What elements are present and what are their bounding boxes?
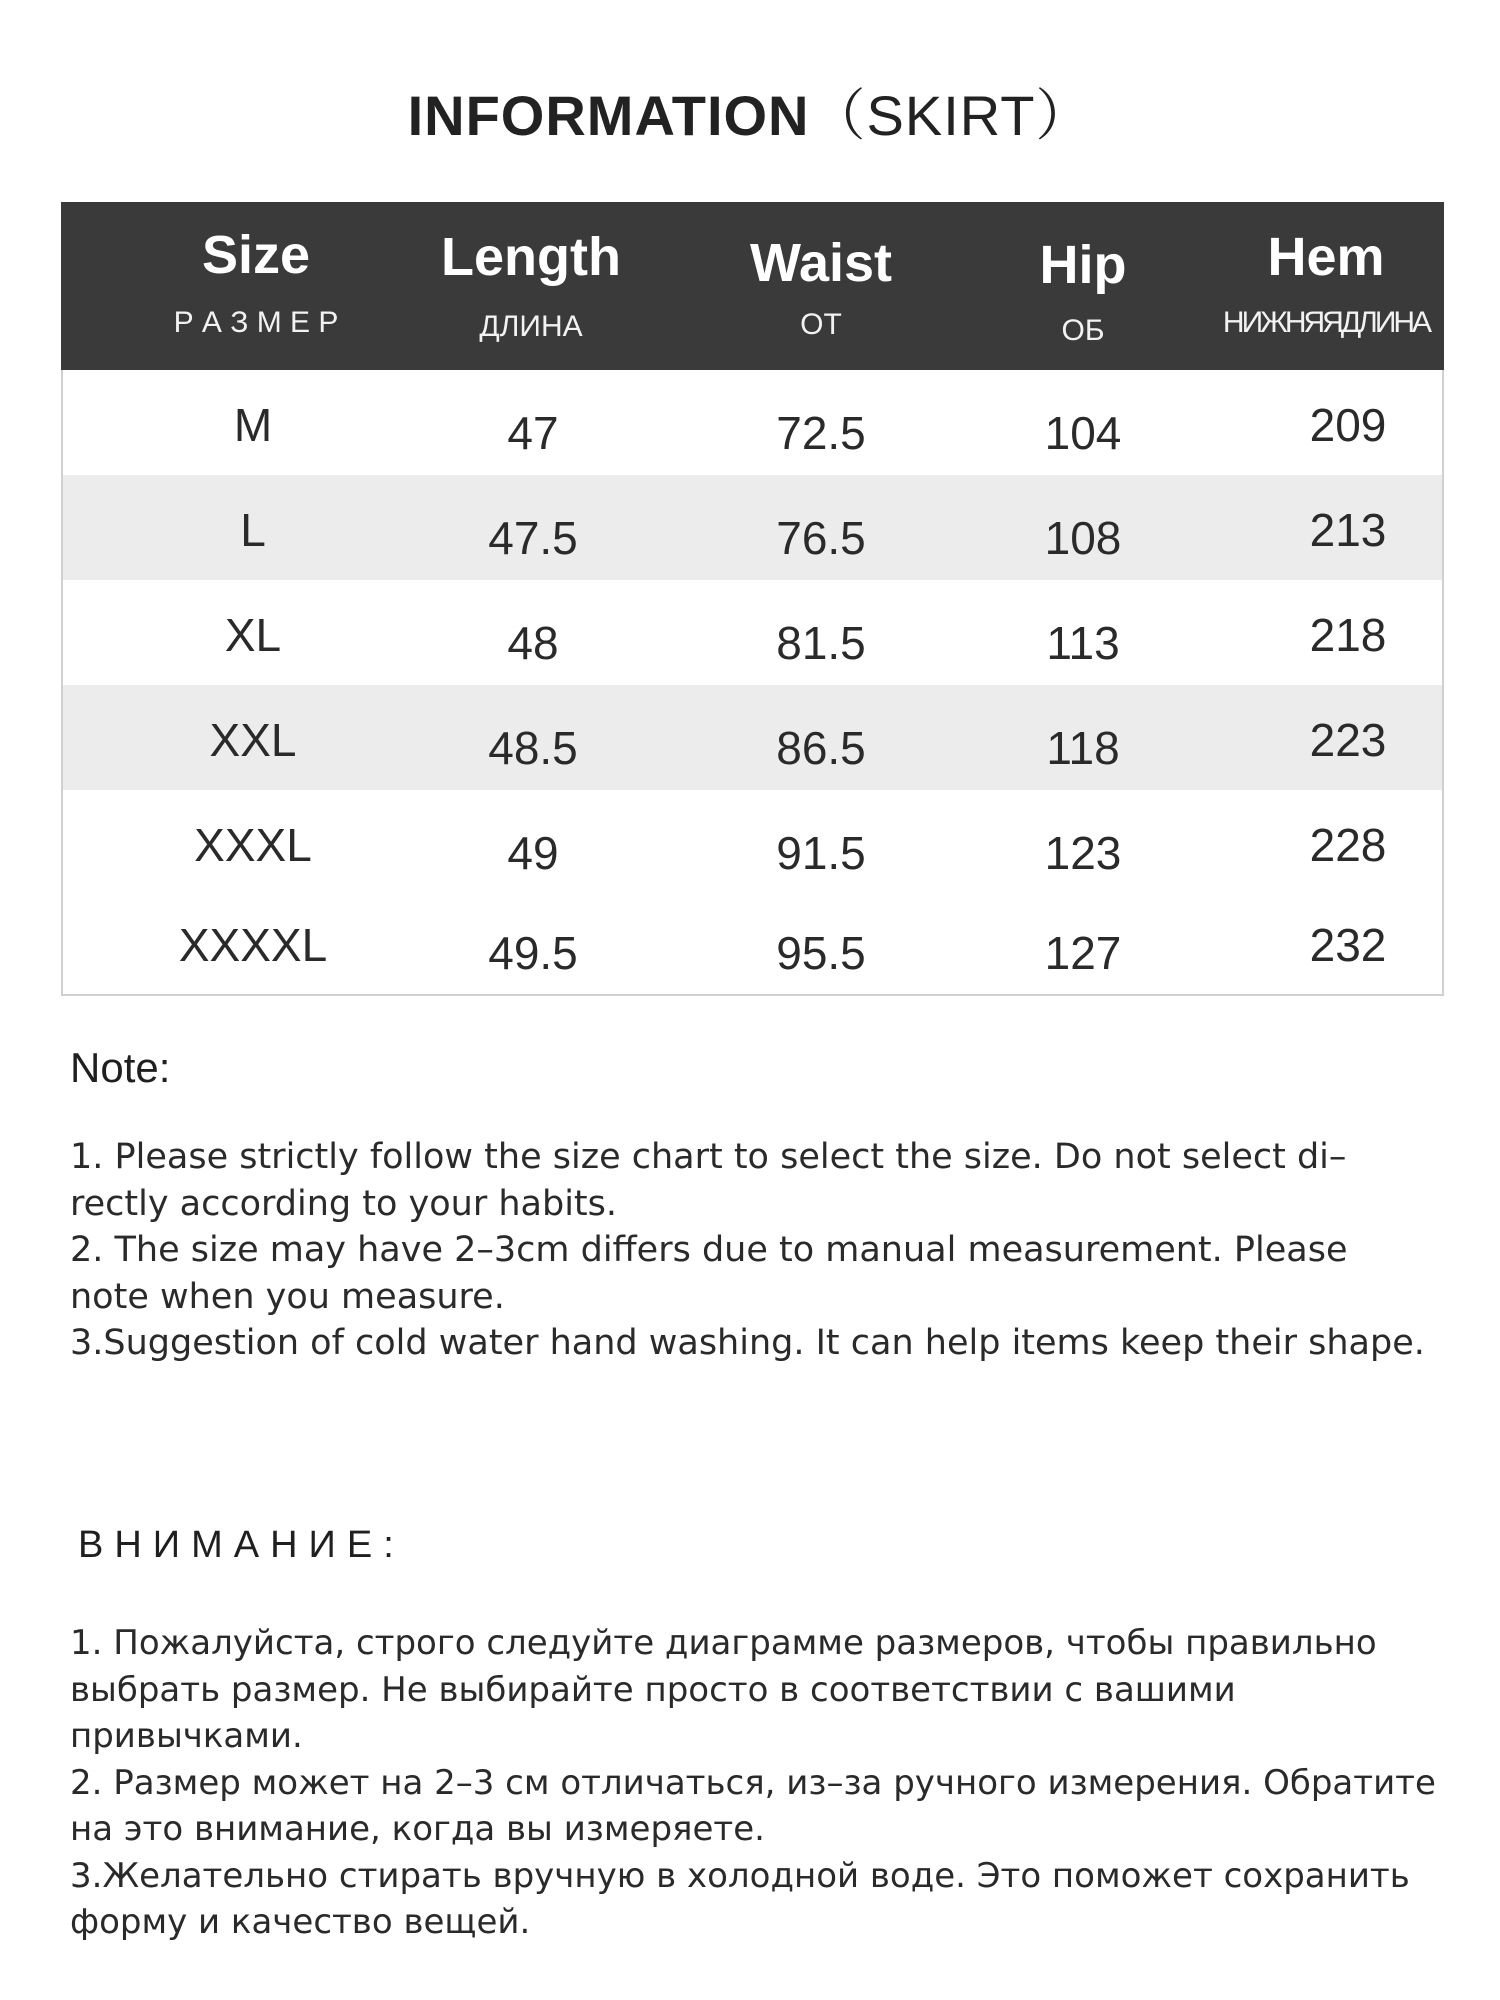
cell-length: 48	[507, 617, 559, 669]
header-size-ru: Р А З М Е Р	[173, 306, 339, 339]
cell-size: XXXXL	[178, 919, 328, 971]
cell-hip: 118	[1046, 722, 1120, 774]
header-waist-en: Waist	[749, 233, 892, 293]
ru-note-item-3: 3.Желательно стирать вручную в холодной воде. Это поможет сохранить форму и качество вещей.	[70, 1855, 1410, 1942]
table-row	[63, 580, 1442, 685]
header-waist	[671, 202, 971, 370]
header-hip-ru: ОБ	[1061, 314, 1105, 347]
cell-hem: 218	[1309, 609, 1387, 661]
cell-hip: 123	[1044, 827, 1122, 879]
size-table	[61, 202, 1444, 996]
cell-waist: 86.5	[776, 722, 866, 774]
cell-size: XXL	[209, 714, 297, 766]
table-header	[61, 202, 1444, 370]
table-row	[63, 790, 1442, 895]
cell-size: L	[240, 504, 266, 556]
cell-hem: 232	[1309, 919, 1387, 971]
header-hem	[1181, 202, 1471, 370]
header-length	[381, 202, 681, 370]
cell-hip: 113	[1046, 617, 1120, 669]
cell-size: XXXL	[194, 819, 312, 871]
table-row	[63, 475, 1442, 580]
header-hip-en: Hip	[1039, 235, 1127, 295]
note-title: Note:	[70, 1044, 171, 1091]
cell-hem: 223	[1309, 714, 1387, 766]
cell-length: 49.5	[488, 927, 578, 979]
note-item-2: 2. The size may have 2–3cm differs due to manual measurement. Please note when you measure.	[70, 1230, 1348, 1317]
cell-hem: 228	[1309, 819, 1387, 871]
header-size-en: Size	[201, 225, 311, 285]
cell-length: 48.5	[488, 722, 578, 774]
table-row	[63, 890, 1442, 995]
header-length-ru: ДЛИНА	[479, 310, 583, 343]
header-length-en: Length	[441, 227, 621, 287]
ru-note-item-2: 2. Размер может на 2–3 см отличаться, из–за ручного измерения. Обратите на это внимание, когда вы измеряете.	[70, 1762, 1436, 1849]
cell-size: M	[233, 399, 273, 451]
cell-hip: 104	[1044, 407, 1122, 459]
title-sub: （SKIRT）	[809, 84, 1093, 147]
page-title	[0, 72, 1500, 152]
note-body	[70, 1134, 1430, 1367]
cell-hem: 209	[1309, 399, 1387, 451]
cell-hip: 127	[1044, 927, 1122, 979]
cell-length: 47	[507, 407, 559, 459]
note-item-3: 3.Suggestion of cold water hand washing. It can help items keep their shape.	[70, 1323, 1425, 1363]
cell-waist: 76.5	[776, 512, 866, 564]
cell-waist: 95.5	[776, 927, 866, 979]
ru-note-item-1: 1. Пожалуйста, строго следуйте диаграмме размеров, чтобы правильно выбрать размер. Не выбирайте просто в соответствии с вашими привычками.	[70, 1623, 1377, 1756]
table-row	[63, 685, 1442, 790]
header-hem-ru: НИЖНЯЯДЛИНА	[1222, 306, 1430, 339]
header-hem-en: Hem	[1267, 227, 1385, 287]
title-main: INFORMATION	[407, 84, 810, 147]
note-item-1: 1. Please strictly follow the size chart to select the size. Do not select di– rectly according to your habits.	[70, 1137, 1347, 1224]
table-row	[63, 370, 1442, 475]
cell-hem: 213	[1309, 504, 1387, 556]
cell-waist: 91.5	[776, 827, 866, 879]
cell-waist: 72.5	[776, 407, 866, 459]
cell-length: 49	[507, 827, 559, 879]
cell-length: 47.5	[488, 512, 578, 564]
header-waist-ru: ОТ	[800, 308, 842, 341]
ru-note-title: ВНИМАНИЕ:	[78, 1524, 405, 1566]
cell-size: XL	[224, 609, 282, 661]
cell-waist: 81.5	[776, 617, 866, 669]
ru-note-body	[70, 1620, 1460, 1946]
cell-hip: 108	[1044, 512, 1122, 564]
